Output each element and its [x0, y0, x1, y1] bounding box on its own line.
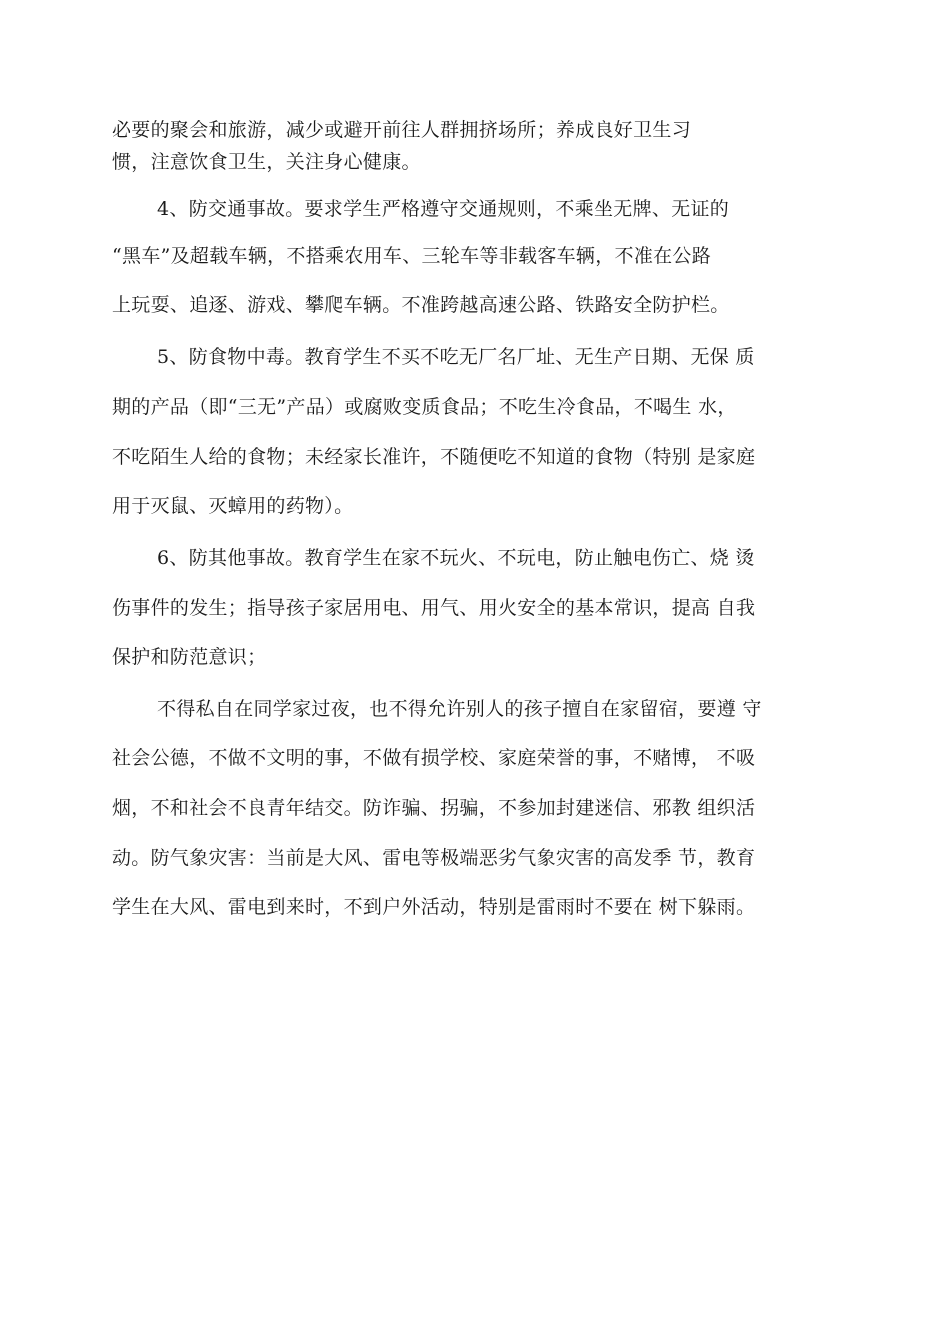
text-line: 保护和防范意识； — [112, 646, 267, 668]
text-line: 社会公德，不做不文明的事，不做有损学校、家庭荣誉的事，不赌博， 不吸 — [112, 747, 756, 769]
text-line: 伤事件的发生；指导孩子家居用电、用气、用火安全的基本常识，提高 自我 — [112, 597, 756, 619]
text-line: 用于灭鼠、灭蟑用的药物）。 — [112, 495, 354, 517]
paragraph-food-start: 5、防食物中毒。教育学生不买不吃无厂名厂址、无生产日期、无保 质 — [157, 346, 755, 368]
paragraph-traffic-start: 4、防交通事故。要求学生严格遵守交通规则，不乘坐无牌、无证的 — [157, 198, 730, 220]
paragraph-conduct-start: 不得私自在同学家过夜，也不得允许别人的孩子擅自在家留宿，要遵 守 — [157, 698, 762, 720]
text-line: 惯，注意饮食卫生，关注身心健康。 — [112, 151, 421, 173]
text-line: 期的产品（即“三无”产品）或腐败变质食品；不吃生冷食品，不喝生 水， — [112, 396, 737, 418]
text-line: 必要的聚会和旅游，减少或避开前往人群拥挤场所；养成良好卫生习 — [112, 119, 692, 141]
text-line: 上玩耍、追逐、游戏、攀爬车辆。不准跨越高速公路、铁路安全防护栏。 — [112, 294, 730, 316]
text-line: 不吃陌生人给的食物；未经家长准许，不随便吃不知道的食物（特别 是家庭 — [112, 446, 756, 468]
text-line: 烟，不和社会不良青年结交。防诈骗、拐骗，不参加封建迷信、邪教 组织活 — [112, 797, 756, 819]
text-line: 学生在大风、雷电到来时，不到户外活动，特别是雷雨时不要在 树下躲雨。 — [112, 896, 756, 918]
text-line: “黑车”及超载车辆，不搭乘农用车、三轮车等非载客车辆，不准在公路 — [112, 245, 712, 267]
paragraph-other-start: 6、防其他事故。教育学生在家不玩火、不玩电，防止触电伤亡、烧 烫 — [157, 547, 755, 569]
text-line: 动。防气象灾害：当前是大风、雷电等极端恶劣气象灾害的高发季 节，教育 — [112, 847, 756, 869]
